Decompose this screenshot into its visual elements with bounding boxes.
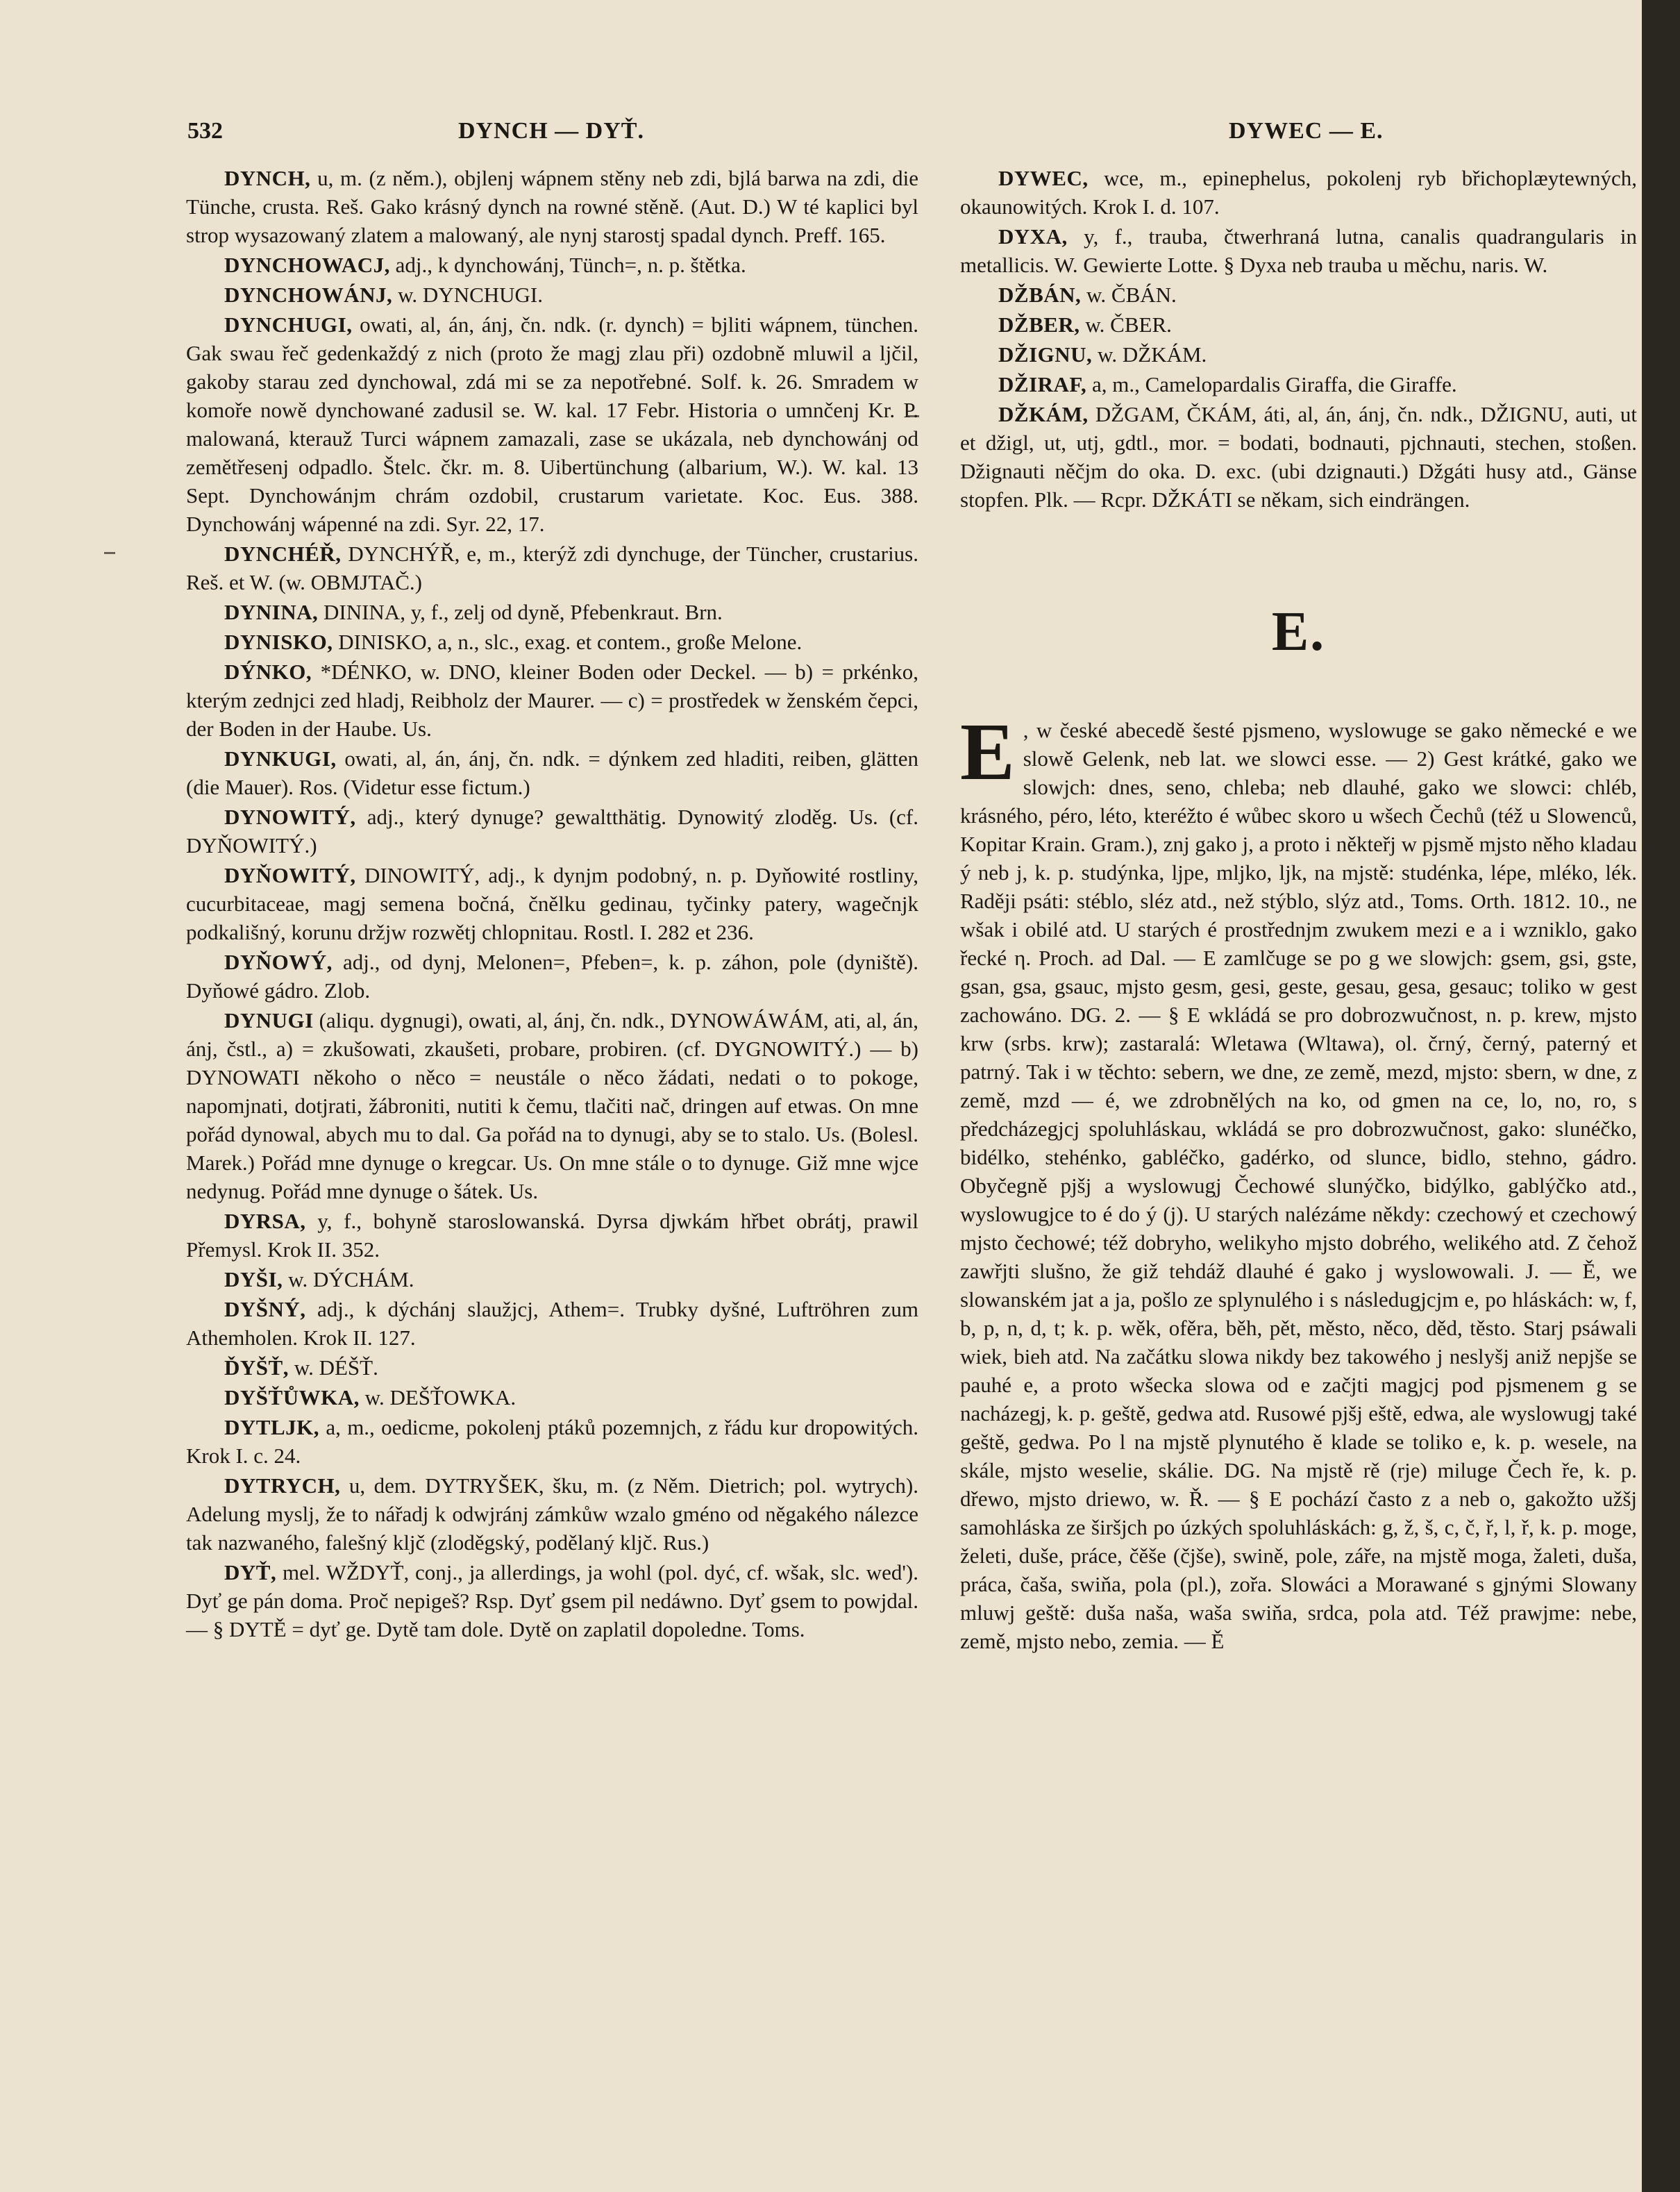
entry-definition: DŽGAM, ČKÁM, áti, al, án, ánj, čn. ndk., DŽIGNU, auti, ut et džigl, ut, utj, gdtl., mor. = bodati, bodnauti, pjchnauti, stechen, stoßen. Džignauti něčjm do oka. D. exc. (ubi dzignauti.) Džgáti husy atd., Gänse stopfen. Plk. — Rcpr. DŽKÁTI se někam, sich eindrängen. bbox=[960, 402, 1637, 512]
dictionary-entry bbox=[960, 164, 1637, 221]
entry-headword: DYŇOWITÝ, bbox=[224, 863, 356, 887]
entry-headword: DŽKÁM, bbox=[998, 402, 1089, 426]
entry-headword: DYNKUGI, bbox=[224, 746, 337, 771]
dictionary-entry bbox=[960, 222, 1637, 279]
entry-definition: a, m., oedicme, pokolenj ptáků pozemnjch, z řádu kur dropowitých. Krok I. c. 24. bbox=[186, 1415, 918, 1468]
entry-headword: DYRSA, bbox=[224, 1209, 306, 1233]
dictionary-entry bbox=[186, 164, 918, 249]
dictionary-entry bbox=[186, 948, 918, 1005]
entry-headword: ĎYŠŤ, bbox=[224, 1355, 289, 1380]
entry-headword: DŽIRAF, bbox=[998, 372, 1087, 396]
page-number: 532 bbox=[187, 118, 223, 144]
entry-definition: *DÉNKO, w. DNO, kleiner Boden oder Deckel. — b) = prkénko, kterým zednjci zed hladj, Reibholz der Maurer. — c) = prostředek w ženském čepci, der Boden in der Haube. Us. bbox=[186, 660, 918, 741]
left-column bbox=[186, 164, 918, 1645]
dictionary-entry bbox=[186, 1353, 918, 1382]
book-gutter-shadow bbox=[1642, 0, 1680, 2192]
entry-headword: DYXA, bbox=[998, 224, 1068, 249]
letter-heading: E. bbox=[1271, 601, 1326, 662]
entry-headword: DYTRYCH, bbox=[224, 1473, 341, 1498]
entry-headword: DYNISKO, bbox=[224, 630, 333, 654]
entry-definition: owati, al, án, ánj, čn. ndk. = dýnkem zed hladiti, reiben, glätten (die Mauer). Ros. (Videtur esse fictum.) bbox=[186, 746, 919, 799]
entry-definition: DINISKO, a, n., slc., exag. et contem., große Melone. bbox=[338, 630, 803, 654]
entry-headword: DYNCH, bbox=[224, 166, 311, 190]
entry-definition: adj., který dynuge? gewaltthätig. Dynowitý zloděg. Us. (cf. DYŇOWITÝ.) bbox=[186, 805, 919, 857]
entry-definition: adj., k dynchowánj, Tünch=, n. p. štětka. bbox=[395, 253, 746, 277]
dictionary-entry bbox=[186, 1207, 918, 1264]
entry-definition: adj., od dynj, Melonen=, Pfeben=, k. p. záhon, pole (dyniště). Dyňowé gádro. Zlob. bbox=[186, 950, 918, 1003]
entry-definition: y, f., trauba, čtwerhraná lutna, canalis quadrangularis in metallicis. W. Gewierte Lotte. § Dyxa neb trauba u měchu, naris. W. bbox=[960, 224, 1638, 277]
dictionary-entry bbox=[960, 281, 1637, 309]
entry-definition: w. DŽKÁM. bbox=[1098, 342, 1207, 367]
entry-definition: wce, m., epinephelus, pokolenj ryb břichoplæytewných, okaunowitých. Krok I. d. 107. bbox=[960, 166, 1637, 219]
entry-headword: DYNCHUGI, bbox=[224, 312, 353, 337]
entry-headword: DŽIGNU, bbox=[998, 342, 1093, 367]
entry-definition: w. ČBÁN. bbox=[1086, 283, 1177, 307]
dictionary-entry bbox=[186, 539, 918, 596]
entry-definition: (aliqu. dygnugi), owati, al, ánj, čn. ndk., DYNOWÁWÁM, ati, al, án, ánj, čstl., a) = zkušowati, zkaušeti, probare, probiren. (cf. DYGNOWITÝ.) — b) DYNOWATI někoho o něco = neustále o něco žádati, nedati o to pokoge, napomjnati, dotjrati, žábroniti, nutiti k čemu, tlačiti nač, dringen auf etwas. On mne pořád dynowal, abych mu to dal. Ga pořád na to dynugi, aby se to stalo. Us. (Bolesl. Marek.) Pořád mne dynuge o kregcar. Us. On mne stále o to dynuge. Giž mne wjce nedynug. Pořád mne dynuge o šátek. Us. bbox=[186, 1008, 918, 1203]
entry-headword: DYŤ, bbox=[224, 1560, 277, 1584]
entry-headword: DYNOWITÝ, bbox=[224, 805, 356, 829]
entry-headword: DYTLJK, bbox=[224, 1415, 319, 1439]
drop-cap: E bbox=[960, 706, 1015, 797]
entry-headword: DYŠŤŮWKA, bbox=[224, 1385, 360, 1409]
entry-definition: a, m., Camelopardalis Giraffa, die Giraffe. bbox=[1092, 372, 1457, 396]
dictionary-entry bbox=[960, 340, 1637, 369]
left-running-head: DYNCH — DYŤ. bbox=[458, 118, 644, 144]
dictionary-entry bbox=[960, 310, 1637, 339]
entry-definition: w. ČBER. bbox=[1085, 312, 1172, 337]
entry-definition: u, m. (z něm.), objlenj wápnem stěny neb zdi, bjlá barwa na zdi, die Tünche, crusta. Reš. Gako krásný dynch na rowné stěně. (Aut. D.) W té kaplici byl strop wysazowaný zlatem a malowaný, ale nynj starostj spadal dynch. Preff. 165. bbox=[186, 166, 919, 247]
right-running-head: DYWEC — E. bbox=[1229, 118, 1384, 144]
entry-headword: DYŇOWÝ, bbox=[224, 950, 333, 974]
entry-headword: DYNCHOWACJ, bbox=[224, 253, 390, 277]
dictionary-entry bbox=[186, 1471, 918, 1557]
right-column bbox=[960, 164, 1637, 1657]
entry-definition: owati, al, án, ánj, čn. ndk. (r. dynch) = bjliti wápnem, tünchen. Gak swau řeč gedenkaždý z nich (proto že magj zlau při) ozdobně mluwil a ljčil, gakoby starau zed dynchowal, zdá mi se za nepotřebné. Solf. k. 26. Smradem w komoře nowě dynchowané zadusil se. W. kal. 17 Febr. Historia o umnčenj Kr. P. malowaná, kterauž Turci wápnem zamazali, zase se ukázala, neb dynchowánj od zemětřesenj odpadlo. Štelc. čkr. m. 8. Uibertünchung (albarium, W.). W. kal. 13 Sept. Dynchowánjm chrám ozdobil, crustarum varietate. Koc. Eus. 388. Dynchowánj wápenné na zdi. Syr. 22, 17. bbox=[186, 312, 918, 536]
dictionary-entry bbox=[186, 803, 918, 860]
dictionary-entry bbox=[186, 1413, 918, 1470]
entry-headword: DŽBER, bbox=[998, 312, 1080, 337]
dictionary-entry bbox=[186, 310, 918, 538]
entry-definition: DYNCHÝŘ, e, m., kterýž zdi dynchuge, der Tüncher, crustarius. Reš. et W. (w. OBMJTAČ.) bbox=[186, 542, 918, 594]
entry-headword: DYŠI, bbox=[224, 1267, 283, 1291]
entry-headword: DYWEC, bbox=[998, 166, 1089, 190]
dictionary-entry bbox=[186, 861, 918, 946]
letter-e-body bbox=[960, 706, 1637, 1655]
dictionary-entry bbox=[186, 744, 918, 801]
running-header bbox=[187, 118, 1604, 160]
entry-definition: u, dem. DYTRYŠEK, šku, m. (z Něm. Dietrich; pol. wytrych). Adelung myslj, že to nářadj k odwjránj zámkůw wzalo gméno od něgakého nálezce tak nazwaného, falešný kljč (zloděgský, podělaný kljč. Rus.) bbox=[186, 1473, 919, 1555]
entry-headword: DYNCHÉŘ, bbox=[224, 542, 342, 566]
dictionary-entry bbox=[960, 400, 1637, 514]
entry-headword: DYNINA, bbox=[224, 600, 319, 624]
entry-definition: mel. WŽDYŤ, conj., ja allerdings, ja wohl (pol. dyć, cf. wšak, slc. wed'). Dyť ge pán doma. Proč nepigeš? Rsp. Dyť gsem pil nedáwno. Dyť gsem to powjdal. — § DYTĚ = dyť ge. Dytě tam dole. Dytě on zaplatil dopoledne. Toms. bbox=[186, 1560, 919, 1641]
entry-definition: w. DEŠŤOWKA. bbox=[364, 1385, 516, 1409]
entry-headword: DYNUGI bbox=[224, 1008, 314, 1032]
right-entries bbox=[960, 164, 1637, 514]
entry-definition: w. DÝCHÁM. bbox=[288, 1267, 414, 1291]
letter-e-text: , w české abecedě šesté pjsmeno, wyslowuge se gako německé e we slowě Gelenk, neb lat. we slowci esse. — 2) Gest krátké, gako we slowjch: dnes, seno, chleba; neb dlauhé, gako we slowci: chléb, krásného, péro, léto, kteréžto é wůbec skoro u wšech Čechů (též u Slowenců, Kopitar Krain. Gram.), znj gako j, a proto i někteřj w pjsmě mjsto něho kladau ý neb j, k. p. studýnka, ljpe, mljko, ljk, na mjstě: studénka, lépe, mléko, lék. Raději psáti: stéblo, sléz atd., než stýblo, slýz atd., Toms. Orth. 1812. 10., ne wšak i obilé atd. U starých é prostřednjm zwukem mezi e a i wzniklo, gako řecké η. Proch. ad Dal. — E zamlčuge se po g we slowjch: gsem, gsi, gste, gsan, gsa, gsauc, mjsto gesm, gesi, geste, gesau, gesa, gesauc; toliko w gest zachowáno. DG. 2. — § E wkládá se pro dobrozwučnost, n. p. krew, mjsto krw (srbs. krw); zastaralá: Wletawa (Wltawa), ol. črný, černý, paterný et patrný. Tak i w těchto: sebern, we dne, ze země, mezd, mjsto: sbern, w dne, z země, mzd — é, we zdrobnělých na ko, od gmen na ce, lo, no, ro, s předcházegjcj spoluhláskau, wkládá se pro dobrozwučnost, gako: slunéčko, bidélko, stehénko, gabléčko, gadérko, od slunce, bidlo, stehno, gádro. Obyčegně pjšj a wyslowugj Čechowé slunýčko, bidýlko, gablýčko atd., wyslowugjce to é do ý (j). U starých nalézáme někdy: czechowý et czechowý mjsto čechowé; též dobryho, welikyho mjsto dobrého, welikého atd. Z čehož zawřjti slušno, že giž tehdáž dlauhé é gako j wyslowowali. J. — Ě, we slowanském jat a ja, pošlo ze splynulého i s následugjcjm e, po hláskách: w, f, b, p, n, d, t; k. p. wěk, ofěra, běh, pět, město, něco, děd, těsto. Starj psáwali wiek, bieh atd. Na začátku slowa nikdy bez takowého j neslyšj aniž nepjše se pauhé e, a proto wšecka slowa od e začjti magjcj pod pjsmenem g se nacházegj, k. p. geště, gedwa atd. Rusowé pjšj eště, edwa, ale wyslowugj také geště, gedwa. Po l na mjstě plynutého ě klade se toliko e, k. p. wesele, na skále, mjsto weselie, skálie. DG. Na mjstě rě (rje) miluge Čech ře, k. p. dřewo, mjsto driewo, w. Ř. — § E pochází často z a neb o, gakožto užšj samohláska ze širšjch po úzkých spoluhláskách: g, ž, š, c, č, ř, l, ř, k. p. moge, želeti, duše, práce, čěše (čjše), swině, pole, záře, na mjstě moga, žaleti, duša, práca, čaša, swiňa, pola (pl.), zořa. Slowáci a Morawané s gjnými Slowany mluwj geště: duša naša, waša swiňa, srdca, pola atd. Též prawjme: nebe, země, mjsto nebo, zemia. — Ě bbox=[960, 718, 1637, 1653]
entry-definition: y, f., bohyně staroslowanská. Dyrsa djwkám hřbet obrátj, prawil Přemysl. Krok II. 352. bbox=[186, 1209, 918, 1262]
entry-headword: DŽBÁN, bbox=[998, 283, 1082, 307]
entry-headword: DÝNKO, bbox=[224, 660, 312, 684]
entry-definition: w. DÉŠŤ. bbox=[294, 1355, 378, 1380]
dictionary-entry bbox=[186, 1006, 918, 1205]
dictionary-entry bbox=[186, 281, 918, 309]
dictionary-entry bbox=[186, 628, 918, 656]
margin-mark bbox=[104, 552, 115, 554]
entry-definition: DININA, y, f., zelj od dyně, Pfebenkraut. Brn. bbox=[324, 600, 723, 624]
dictionary-entry bbox=[186, 1383, 918, 1412]
dictionary-entry bbox=[186, 598, 918, 626]
dictionary-entry bbox=[186, 658, 918, 743]
entry-definition: w. DYNCHUGI. bbox=[398, 283, 544, 307]
entry-headword: DYŠNÝ, bbox=[224, 1297, 306, 1321]
dictionary-entry bbox=[186, 251, 918, 279]
dictionary-entry bbox=[186, 1295, 918, 1352]
dictionary-entry bbox=[186, 1558, 918, 1643]
entry-headword: DYNCHOWÁNJ, bbox=[224, 283, 393, 307]
entry-definition: DINOWITÝ, adj., k dynjm podobný, n. p. Dyňowité rostliny, cucurbitaceae, magj semena bočná, čnělku gedinau, tyčinky patery, wagečnjk podkališný, korunu držjw rozwětj chlopnitau. Rostl. I. 282 et 236. bbox=[186, 863, 918, 944]
dictionary-entry bbox=[960, 370, 1637, 399]
dictionary-entry bbox=[186, 1265, 918, 1294]
entry-definition: adj., k dýchánj slaužjcj, Athem=. Trubky dyšné, Luftröhren zum Athemholen. Krok II. 127. bbox=[186, 1297, 918, 1350]
